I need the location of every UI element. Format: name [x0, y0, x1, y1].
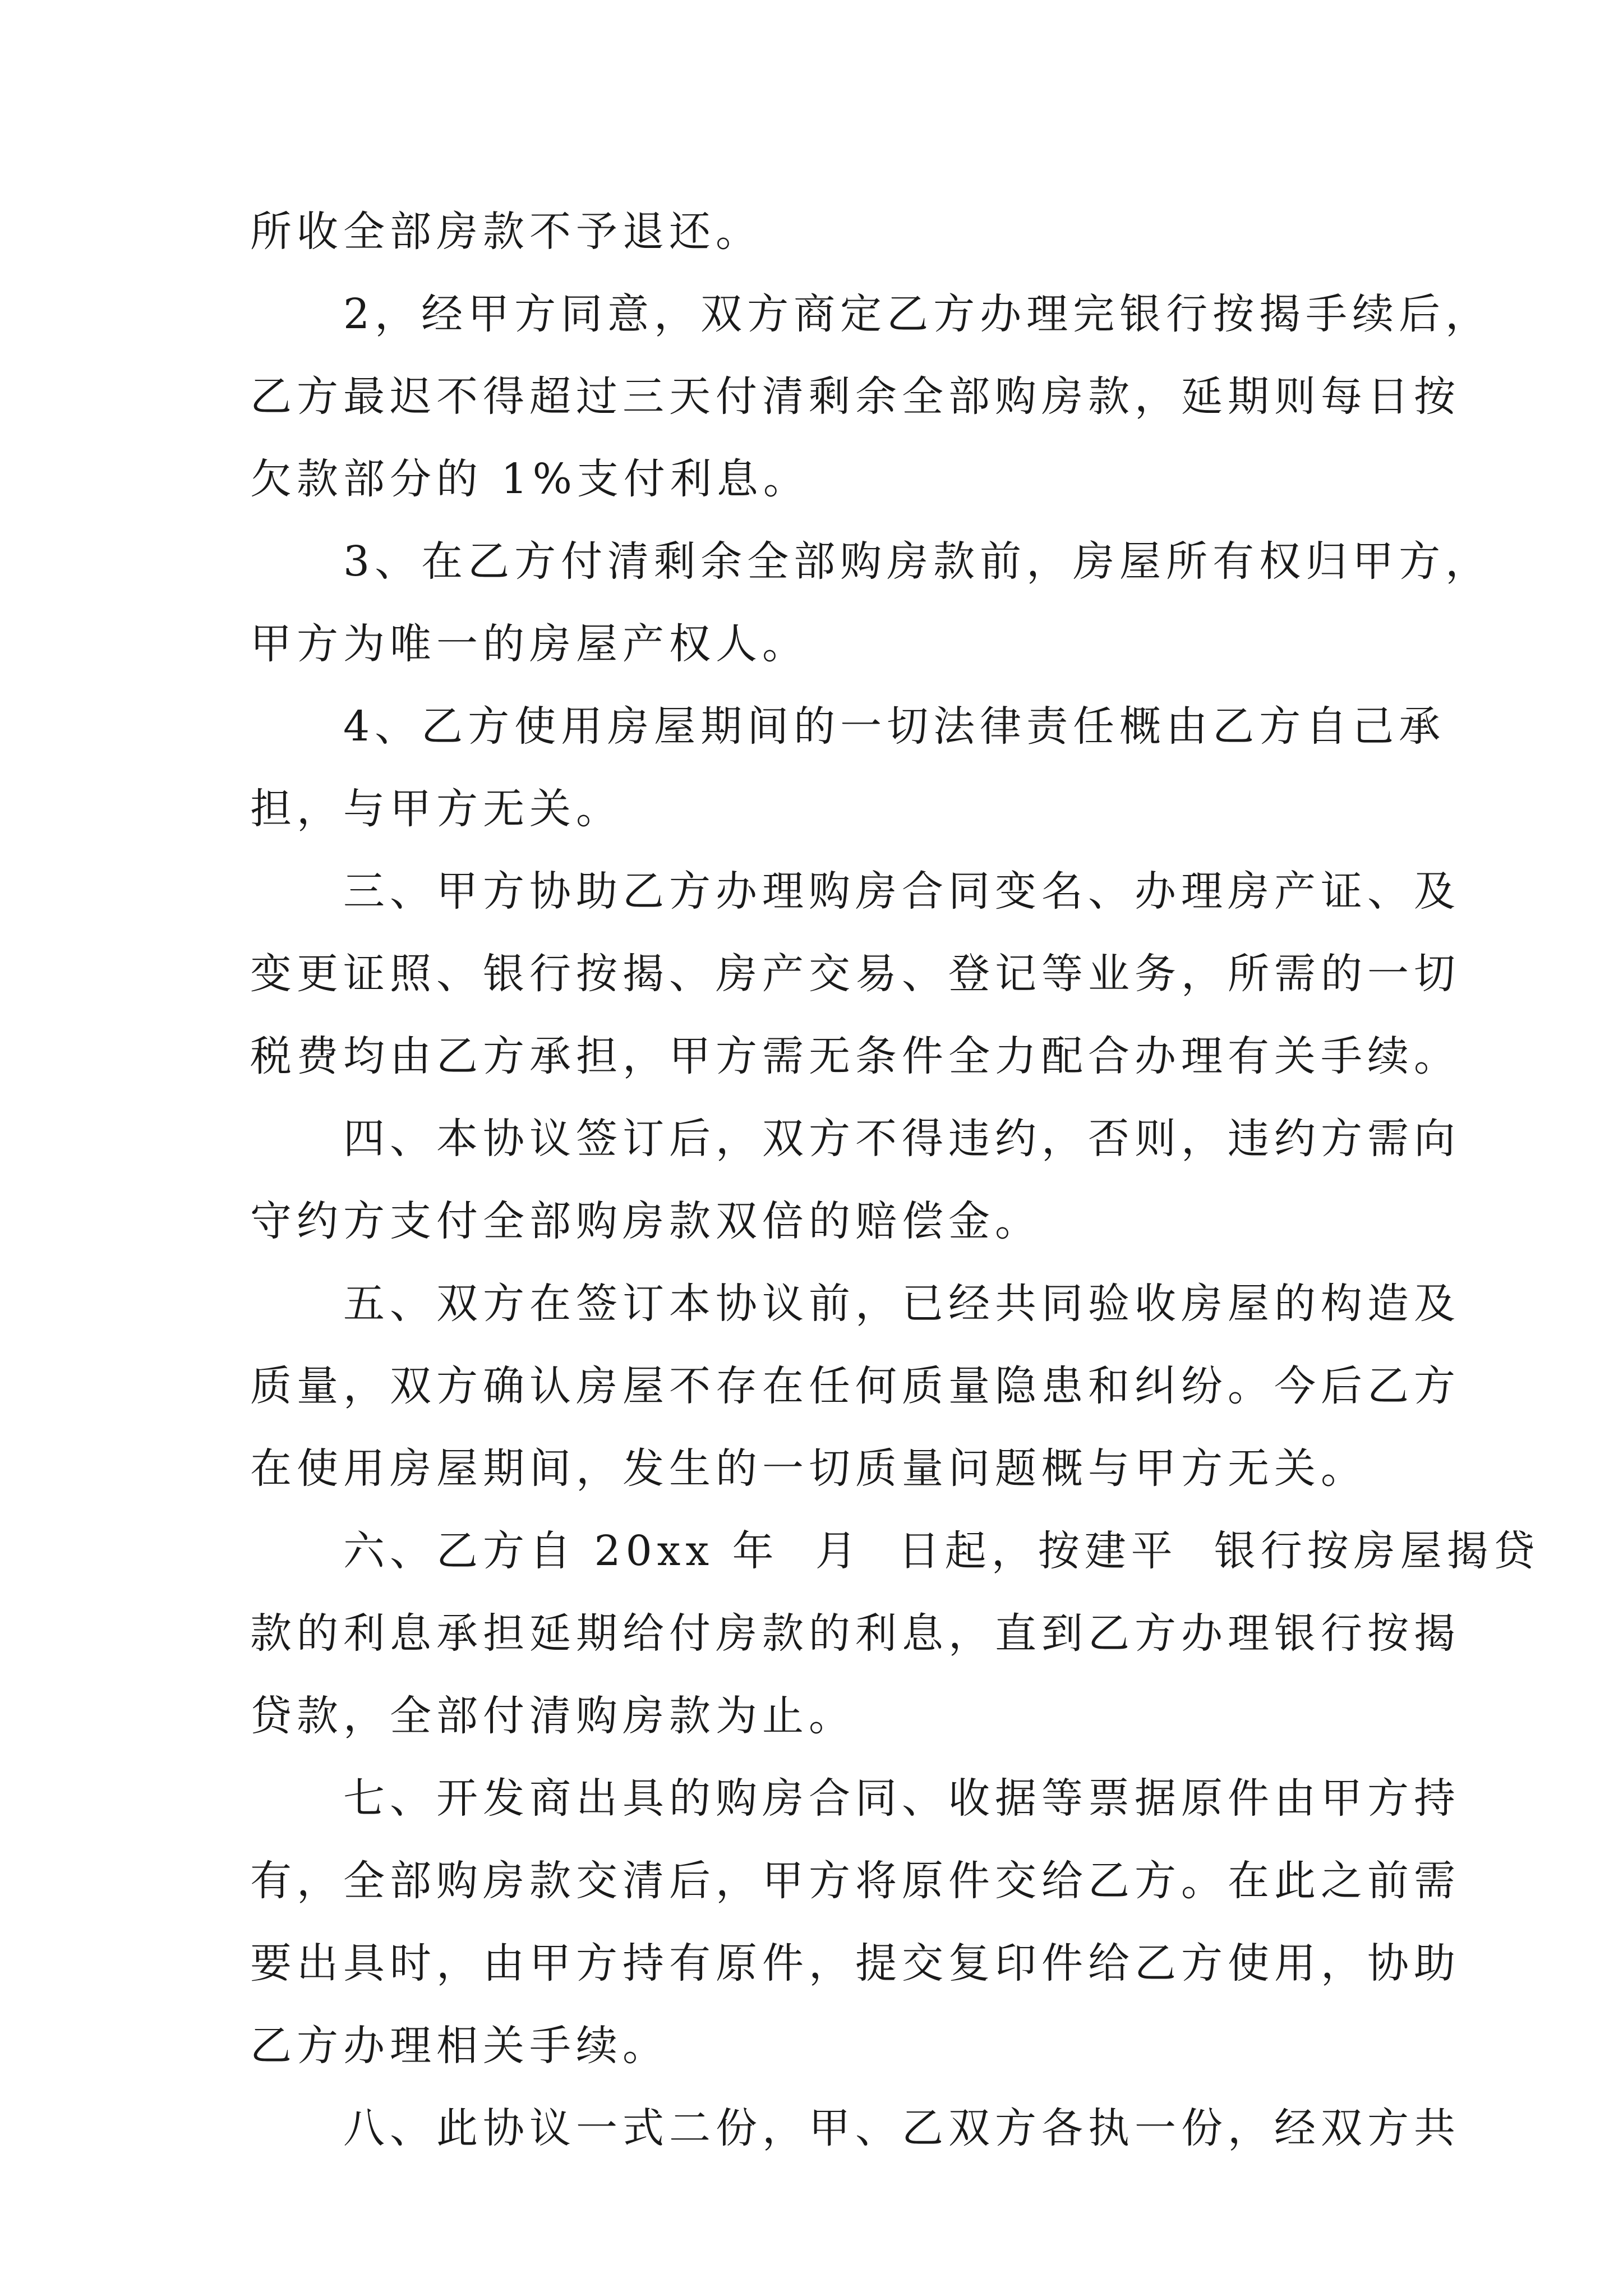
text-line: 所收全部房款不予退还。	[250, 208, 762, 256]
text-line: 四、本协议签订后，双方不得违约，否则，违约方需向	[343, 1115, 1460, 1163]
text-line: 乙方办理相关手续。	[250, 2022, 669, 2070]
text-line: 甲方为唯一的房屋产权人。	[250, 620, 809, 668]
text-line: 七、开发商出具的购房合同、收据等票据原件由甲方持	[343, 1774, 1460, 1823]
text-line: 五、双方在签订本协议前，已经共同验收房屋的构造及	[343, 1280, 1460, 1328]
text-line: 乙方最迟不得超过三天付清剩余全部购房款，延期则每日按	[250, 372, 1460, 421]
text-line: 有，全部购房款交清后，甲方将原件交给乙方。在此之前需	[250, 1857, 1460, 1905]
text-line: 六、乙方自 20xx 年 月 日起，按建平 银行按房屋揭贷	[343, 1527, 1540, 1575]
document-body	[250, 191, 1540, 2170]
text-line: 要出具时，由甲方持有原件，提交复印件给乙方使用，协助	[250, 1939, 1460, 1987]
text-line: 税费均由乙方承担，甲方需无条件全力配合办理有关手续。	[250, 1032, 1460, 1080]
text-line: 在使用房屋期间，发生的一切质量问题概与甲方无关。	[250, 1444, 1367, 1493]
text-line: 欠款部分的 1%支付利息。	[250, 455, 810, 503]
text-line: 3、在乙方付清剩余全部购房款前，房屋所有权归甲方，	[343, 537, 1492, 586]
text-line: 变更证照、银行按揭、房产交易、登记等业务，所需的一切	[250, 950, 1460, 998]
text-line: 八、此协议一式二份，甲、乙双方各执一份，经双方共	[343, 2104, 1460, 2152]
text-line: 守约方支付全部购房款双倍的赔偿金。	[250, 1197, 1041, 1245]
text-line: 担，与甲方无关。	[250, 785, 623, 833]
text-line: 2，经甲方同意，双方商定乙方办理完银行按揭手续后，	[343, 290, 1492, 338]
text-line: 4、乙方使用房屋期间的一切法律责任概由乙方自己承	[343, 702, 1446, 751]
text-line: 三、甲方协助乙方办理购房合同变名、办理房产证、及	[343, 867, 1460, 915]
text-line: 质量，双方确认房屋不存在任何质量隐患和纠纷。今后乙方	[250, 1362, 1460, 1410]
text-line: 贷款，全部付清购房款为止。	[250, 1692, 855, 1740]
text-line: 款的利息承担延期给付房款的利息，直到乙方办理银行按揭	[250, 1609, 1460, 1658]
